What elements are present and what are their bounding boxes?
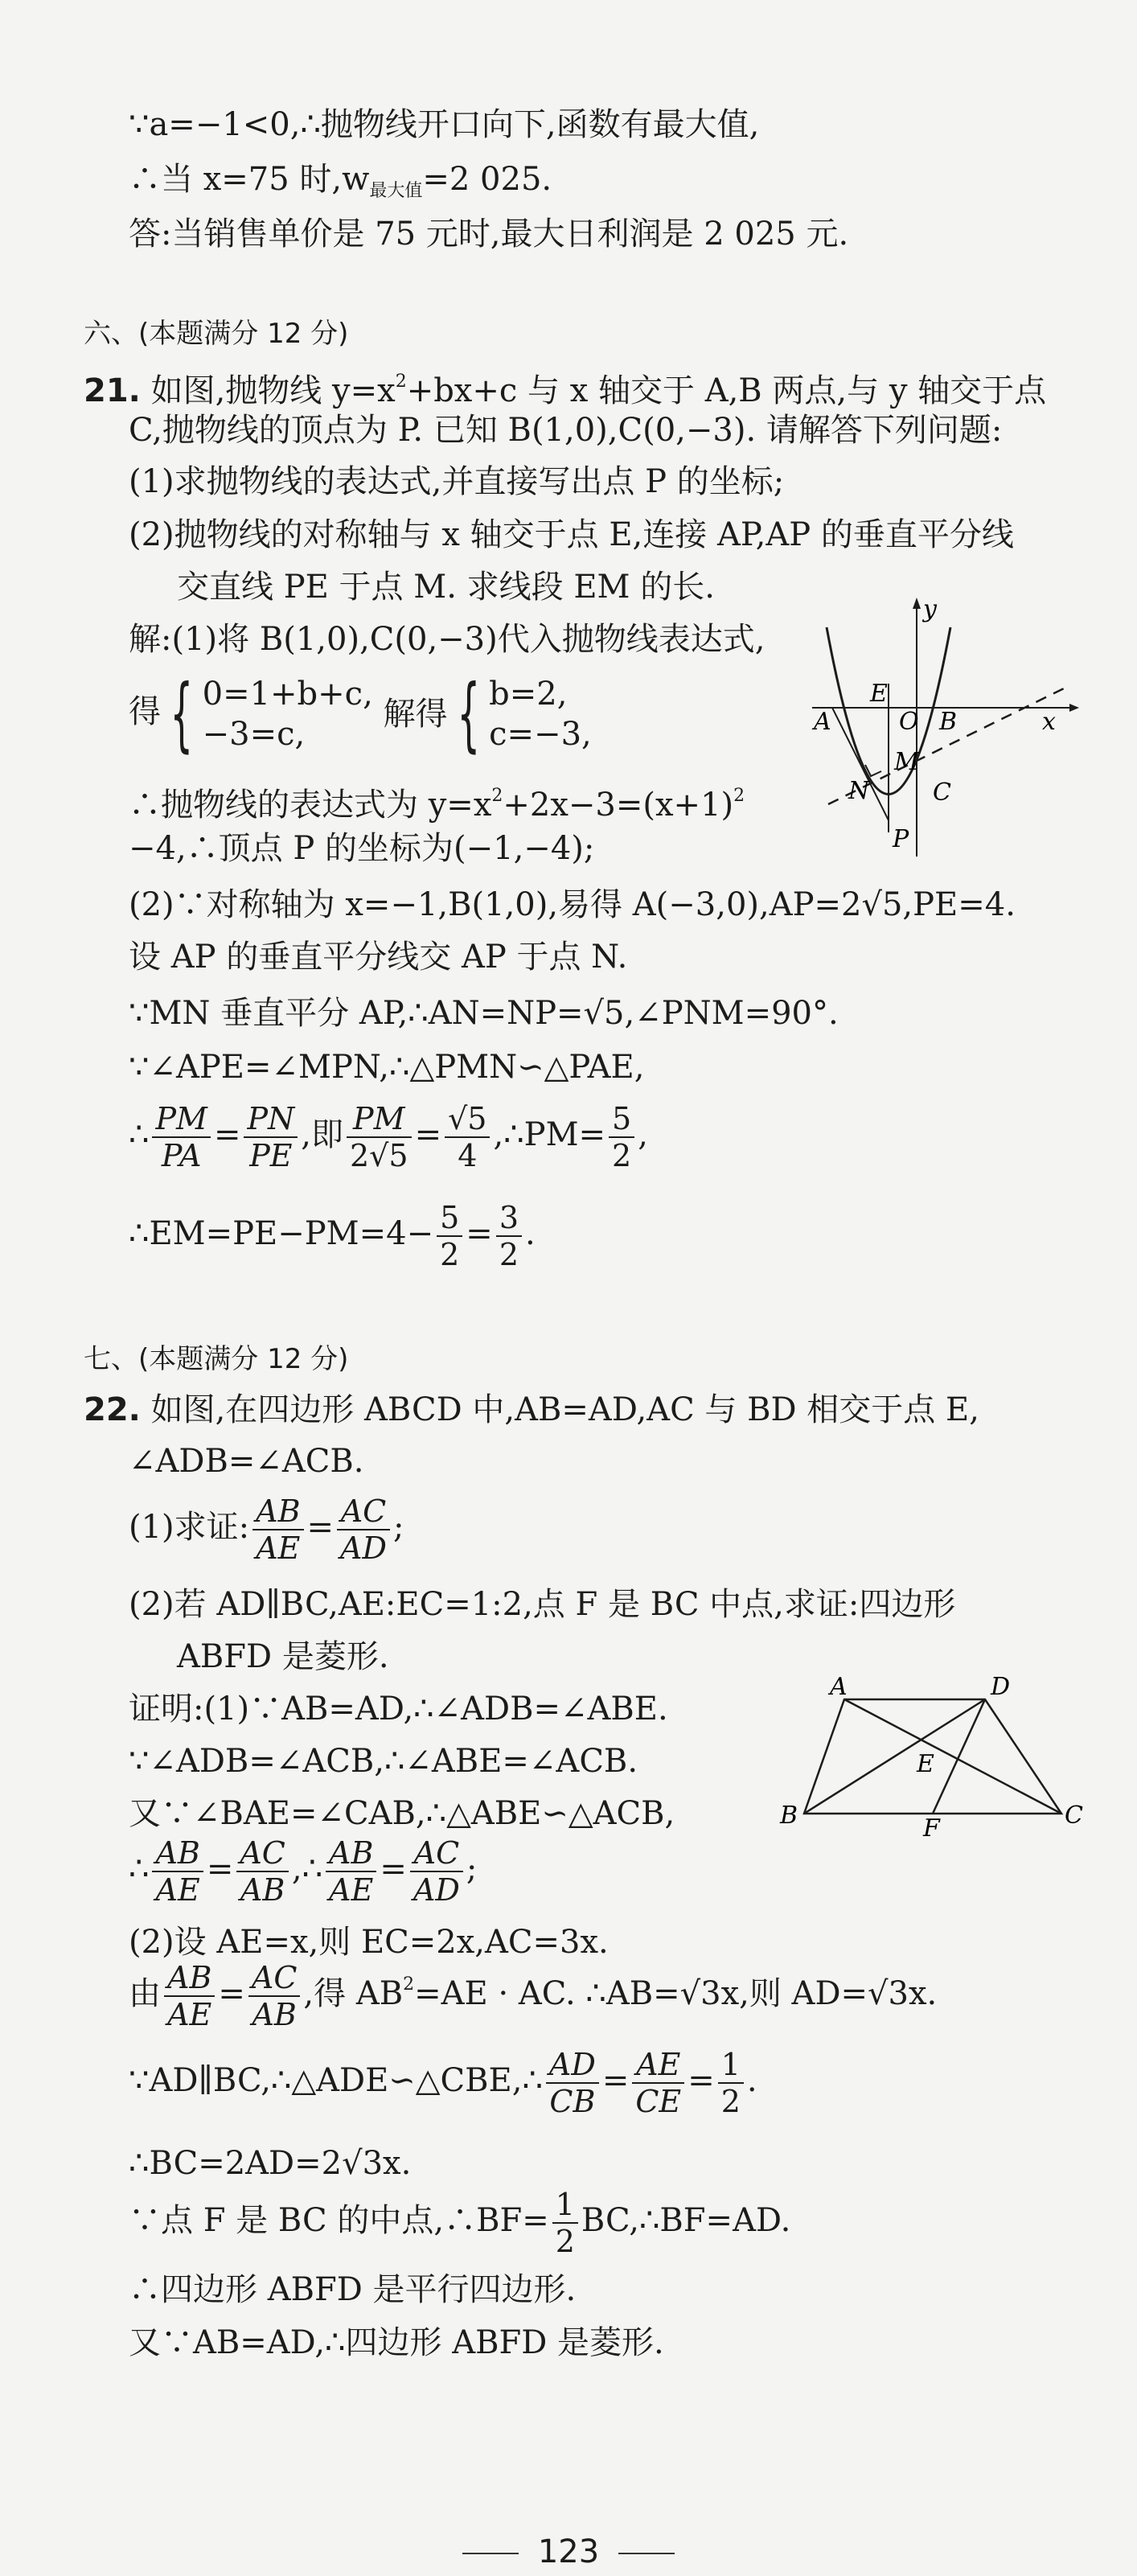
fig2-label: E	[917, 1750, 934, 1778]
fig1-label: y	[923, 595, 937, 623]
fig1-label: E	[870, 680, 888, 708]
fig2-label: B	[780, 1802, 798, 1830]
solution-line: ∵MN 垂直平分 AP,∴AN=NP=√5,∠PNM=90°.	[129, 995, 839, 1032]
fig1-label: A	[814, 708, 831, 736]
fraction-line: ∴ $\frac{AB}{AE}$ = $\frac{AC}{AB}$ ,∴ $\frac{AB}{AE}$ = $\frac{AC}{AD}$ ;	[129, 1835, 478, 1908]
fig1-label: P	[893, 825, 909, 853]
fraction-line: ∴ $\frac{PM}{PA}$ = $\frac{PN}{PE}$ ,即 $\frac{PM}{2√5}$ = $\frac{√5}{4}$ ,∴PM= $\frac{5}{2}$ ,	[129, 1101, 648, 1173]
solution-line: (2)∵对称轴为 x=−1,B(1,0),易得 A(−3,0),AP=2√5,PE=4.	[129, 886, 1016, 923]
page-number: 123	[0, 2533, 1137, 2570]
text-line: ∵a=−1<0,∴抛物线开口向下,函数有最大值,	[129, 106, 760, 143]
proof-line: ∴BC=2AD=2√3x.	[129, 2145, 412, 2182]
fig2-label: D	[991, 1677, 1011, 1701]
solution-line: 设 AP 的垂直平分线交 AP 于点 N.	[129, 939, 628, 976]
equation-system: 得 { 0=1+b+c, −3=c, 解得 { b=2, c=−3,	[129, 667, 592, 761]
fig1-label: B	[939, 708, 958, 736]
proof-line: 又∵AB=AD,∴四边形 ABFD 是菱形.	[129, 2324, 664, 2361]
question-line: 交直线 PE 于点 M. 求线段 EM 的长.	[177, 569, 715, 606]
fraction-line: ∴EM=PE−PM=4− $\frac{5}{2}$ = $\frac{3}{2}$ .	[129, 1200, 536, 1272]
fraction-line: 由 $\frac{AB}{AE}$ = $\frac{AC}{AB}$ ,得 $AB^2=AE$ · AC. ∴AB=√3x,则 AD=√3x.	[129, 1960, 938, 2032]
fig2-label: F	[923, 1814, 940, 1838]
answer-line: 答:当销售单价是 75 元时,最大日利润是 2 025 元.	[129, 216, 849, 253]
question-line: (2)若 AD∥BC,AE:EC=1:2,点 F 是 BC 中点,求证:四边形	[129, 1586, 956, 1623]
solution-line: 解:(1)将 B(1,0),C(0,−3)代入抛物线表达式,	[129, 621, 766, 658]
question-line: 22. 如图,在四边形 ABCD 中,AB=AD,AC 与 BD 相交于点 E,	[84, 1391, 979, 1428]
fig1-label: M	[894, 748, 919, 776]
solution-line: ∵∠APE=∠MPN,∴△PMN∽△PAE,	[129, 1049, 645, 1086]
fraction-line: ∵点 F 是 BC 的中点,∴BF= $\frac{1}{2}$ BC,∴BF=AD.	[129, 2187, 791, 2259]
fig1-label: C	[933, 779, 951, 807]
proof-line: 证明:(1)∵AB=AD,∴∠ADB=∠ABE.	[129, 1691, 668, 1728]
question-line: (2)抛物线的对称轴与 x 轴交于点 E,连接 AP,AP 的垂直平分线	[129, 516, 1014, 553]
question-line: (1)求抛物线的表达式,并直接写出点 P 的坐标;	[129, 463, 785, 500]
fig2-label: A	[830, 1677, 848, 1701]
parabola-figure	[804, 591, 1086, 869]
section-heading: 七、(本题满分 12 分)	[84, 1343, 349, 1375]
fraction-line: (1)求证: $\frac{AB}{AE}$ = $\frac{AC}{AD}$ ;	[129, 1493, 404, 1566]
question-line: 21. 如图,抛物线 $y=x^2+bx+c$ 与 x 轴交于 A,B 两点,与 y 轴交于点	[84, 372, 1047, 409]
proof-line: ∴四边形 ABFD 是平行四边形.	[129, 2271, 577, 2308]
proof-line: 又∵∠BAE=∠CAB,∴△ABE∽△ACB,	[129, 1795, 675, 1832]
solution-line: ∴抛物线的表达式为 $y=x^2+2x-3=(x+1)^2$	[129, 786, 745, 824]
fig2-label: C	[1065, 1802, 1083, 1830]
section-heading: 六、(本题满分 12 分)	[84, 318, 349, 350]
fig1-label: O	[899, 708, 919, 736]
question-line: ABFD 是菱形.	[177, 1638, 389, 1675]
quadrilateral-figure	[772, 1677, 1094, 1838]
fig1-label: N	[848, 777, 870, 805]
question-line: C,抛物线的顶点为 P. 已知 B(1,0),C(0,−3). 请解答下列问题:	[129, 412, 1003, 449]
text-line: ∴当 x=75 时$,w_{最大值}=2$ 025.	[129, 161, 552, 201]
solution-line: −4,∴顶点 P 的坐标为(−1,−4);	[129, 830, 595, 867]
fig1-label: x	[1042, 708, 1056, 736]
question-line: ∠ADB=∠ACB.	[129, 1443, 364, 1480]
fraction-line: ∵AD∥BC,∴△ADE∽△CBE,∴ $\frac{AD}{CB}$ = $\frac{AE}{CE}$ = $\frac{1}{2}$ .	[129, 2047, 757, 2119]
proof-line: (2)设 AE=x,则 EC=2x,AC=3x.	[129, 1924, 609, 1961]
proof-line: ∵∠ADB=∠ACB,∴∠ABE=∠ACB.	[129, 1743, 638, 1780]
